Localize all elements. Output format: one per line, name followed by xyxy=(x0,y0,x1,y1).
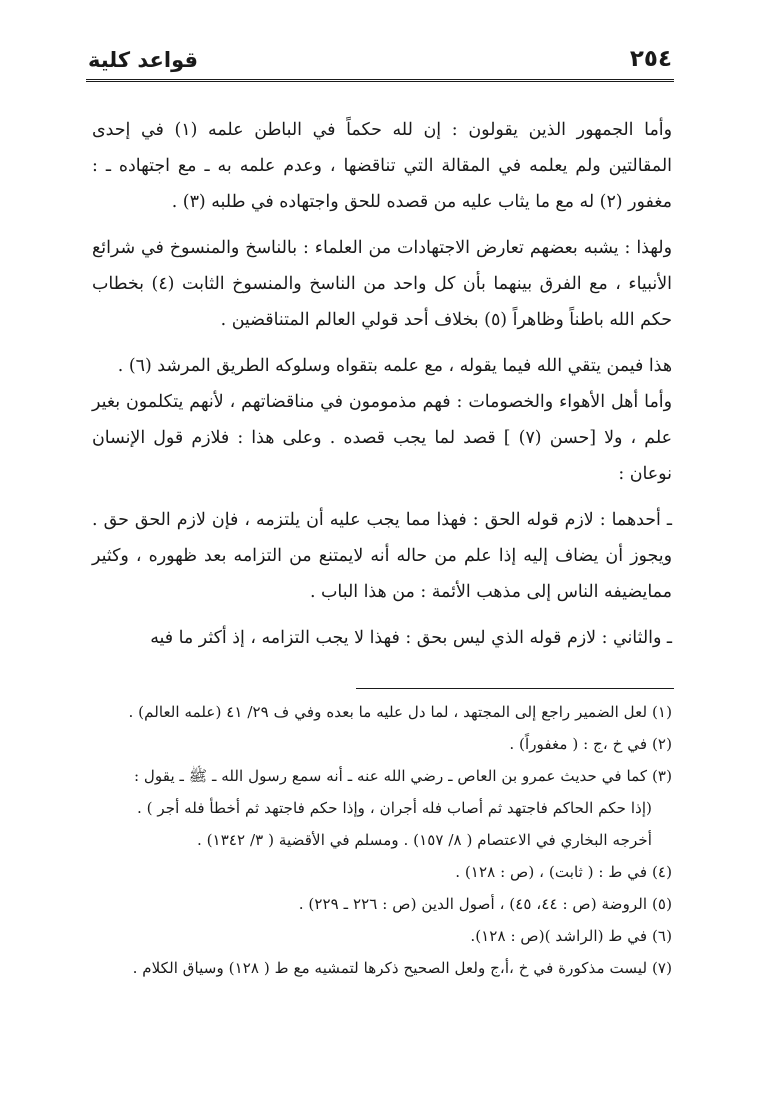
footnote-3-source: أخرجه البخاري في الاعتصام ( ٨/ ١٥٧) . ومسلم في الأقضية ( ٣/ ١٣٤٢) . xyxy=(196,831,652,849)
paragraph-3: هذا فيمن يتقي الله فيما يقوله ، مع علمه بتقواه وسلوكه الطريق المرشد (٦) . xyxy=(117,356,672,376)
page-header xyxy=(88,42,672,72)
running-title: قواعد كلية xyxy=(88,48,198,72)
paragraph-5: ـ أحدهما : لازم قوله الحق : فهذا مما يجب عليه أن يلتزمه ، فإن لازم الحق حق . ويجوز أن يضاف إليه إذا علم من حاله أنه لايمتنع من التزامه بعد ظهوره ، وكثير ممايضيفه الناس إلى مذهب الأئمة : من هذا الباب . xyxy=(92,510,672,602)
paragraph-1: وأما الجمهور الذين يقولون : إن لله حكماً في الباطن علمه (١) في إحدى المقالتين ولم يعلمه في المقالة التي تناقضها ، وعدم علمه به ـ مع اجتهاده ـ : مغفور (٢) له مع ما يثاب عليه من قصده للحق واجتهاده في طلبه (٣) . xyxy=(92,120,672,212)
footnote-3: (٣) كما في حديث عمرو بن العاص ـ رضي الله عنه ـ أنه سمع رسول الله ـ ﷺ ـ يقول : xyxy=(133,767,672,785)
footnote-7: (٧) ليست مذكورة في خ ،أ،ج ولعل الصحيح ذكرها لتمشيه مع ط ( ١٢٨) وسياق الكلام . xyxy=(132,959,672,977)
page-number: ٢٥٤ xyxy=(629,46,672,72)
footnote-5: (٥) الروضة (ص : ٤٤، ٤٥) ، أصول الدين (ص : ٢٢٦ ـ ٢٢٩) . xyxy=(298,895,672,913)
paragraph-2: ولهذا : يشبه بعضهم تعارض الاجتهادات من العلماء : بالناسخ والمنسوخ في شرائع الأنبياء ، مع الفرق بينهما بأن كل واحد من الناسخ والمنسوخ الثابت (٤) بخطاب حكم الله باطناً وظاهراً (٥) بخلاف أحد قولي العالم المتناقضين . xyxy=(92,238,672,330)
paragraph-6: ـ والثاني : لازم قوله الذي ليس بحق : فهذا لا يجب التزامه ، إذ أكثر ما فيه xyxy=(150,628,672,648)
footnote-4: (٤) في ط : ( ثابت) ، (ص : ١٢٨) . xyxy=(455,863,672,881)
footnote-3-quote: (إذا حكم الحاكم فاجتهد ثم أصاب فله أجران ، وإذا حكم فاجتهد ثم أخطأ فله أجر ) . xyxy=(136,799,652,817)
footnote-6: (٦) في ط (الراشد )(ص : ١٢٨). xyxy=(470,927,672,945)
paragraph-4: وأما أهل الأهواء والخصومات : فهم مذمومون في مناقضاتهم ، لأنهم يتكلمون بغير علم ، ولا [حسن (٧) ] قصد لما يجب قصده . وعلى هذا : فلازم قول الإنسان نوعان : xyxy=(92,392,672,484)
footnotes xyxy=(92,696,672,984)
footnote-1: (١) لعل الضمير راجع إلى المجتهد ، لما دل عليه ما بعده وفي ف ٢٩/ ٤١ (علمه العالم) . xyxy=(128,703,672,721)
footnote-separator xyxy=(356,688,674,689)
main-text xyxy=(92,112,672,656)
header-divider xyxy=(86,79,674,82)
footnote-2: (٢) في خ ،ج : ( مغفوراً) . xyxy=(509,735,672,753)
